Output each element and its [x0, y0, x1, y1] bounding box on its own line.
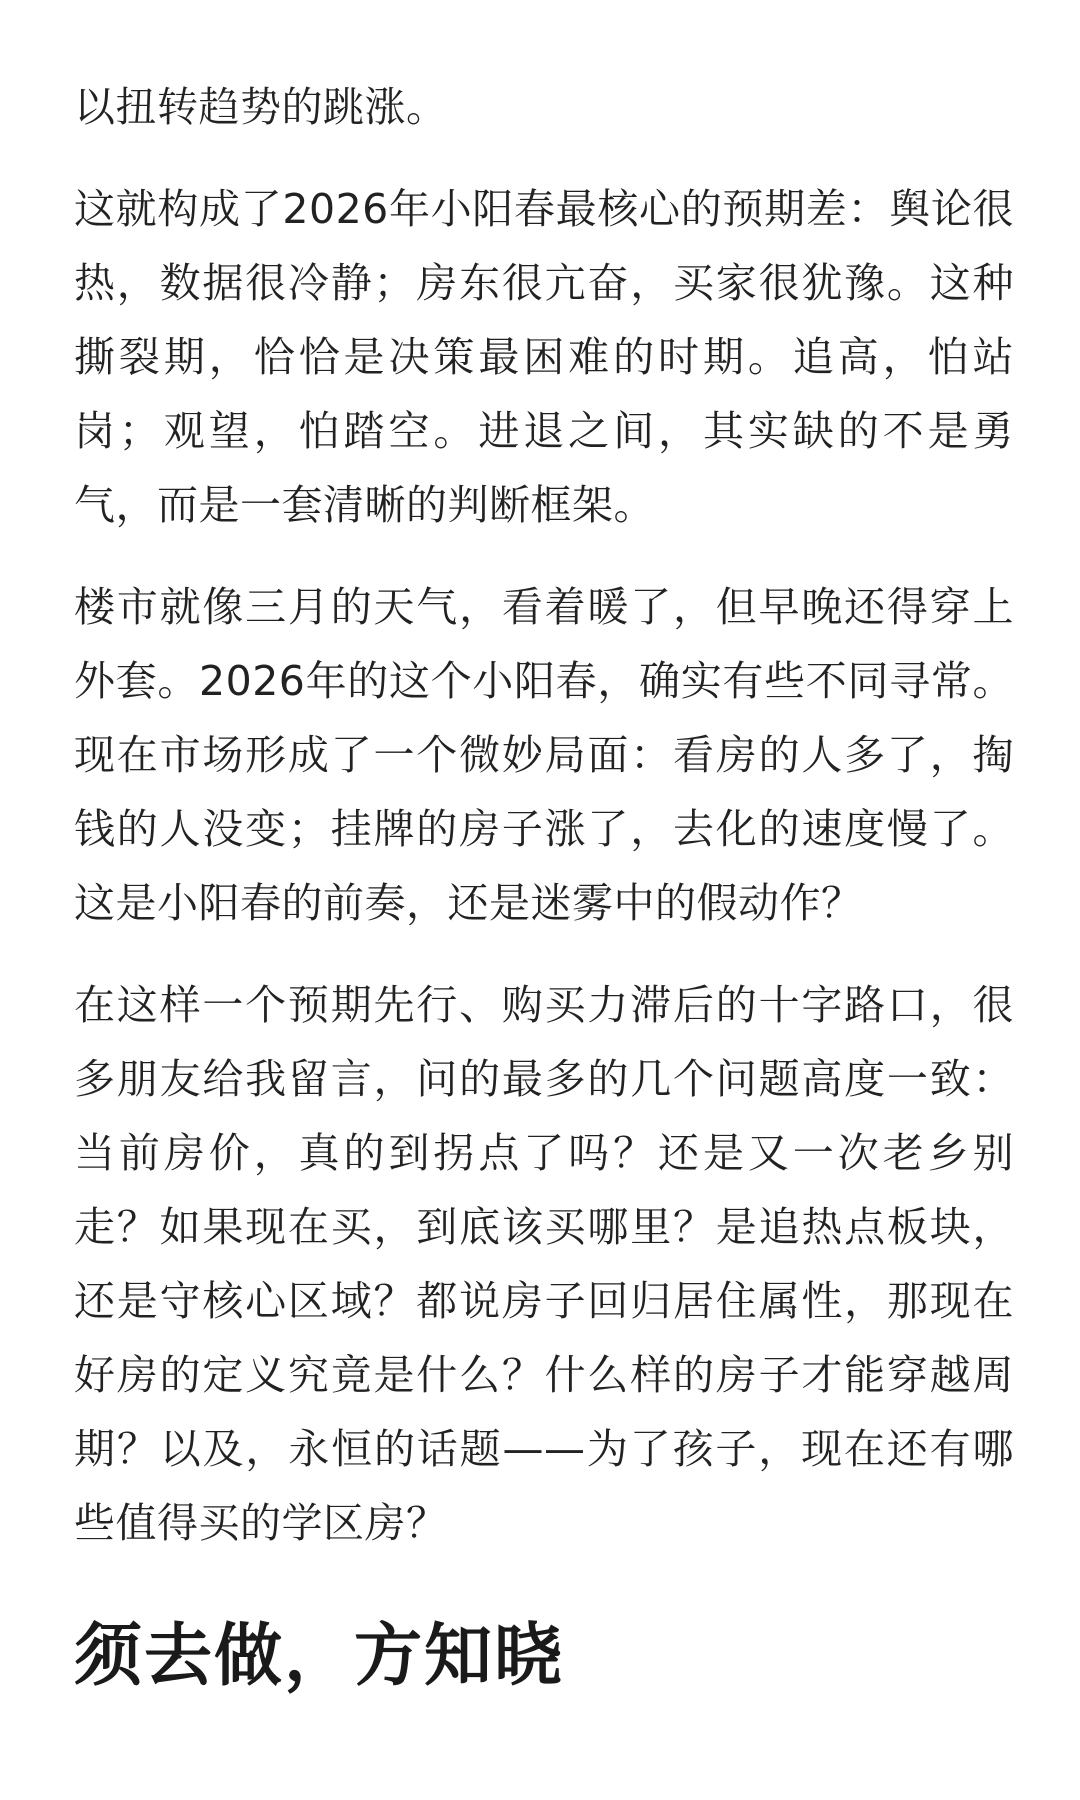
paragraph-1: 以扭转趋势的跳涨。 — [74, 83, 448, 131]
paragraph-2: 这就构成了2026年小阳春最核心的预期差：舆论很热，数据很冷静；房东很亢奋，买家很犹豫。这种撕裂期，恰恰是决策最困难的时期。追高，怕站岗；观望，怕踏空。进退之间，其实缺的不是勇气，而是一套清晰的判断框架。 — [74, 185, 1014, 529]
article-body — [74, 70, 1014, 1702]
section-heading: 须去做，方知晓 — [74, 1617, 565, 1696]
paragraph-3: 楼市就像三月的天气，看着暖了，但早晚还得穿上外套。2026年的这个小阳春，确实有些不同寻常。现在市场形成了一个微妙局面：看房的人多了，掏钱的人没变；挂牌的房子涨了，去化的速度慢了。这是小阳春的前奏，还是迷雾中的假动作？ — [74, 583, 1014, 927]
paragraph-4: 在这样一个预期先行、购买力滞后的十字路口，很多朋友给我留言，问的最多的几个问题高度一致：当前房价，真的到拐点了吗？还是又一次老乡别走？如果现在买，到底该买哪里？是追热点板块，还是守核心区域？都说房子回归居住属性，那现在好房的定义究竟是什么？什么样的房子才能穿越周期？以及，永恒的话题——为了孩子，现在还有哪些值得买的学区房？ — [74, 981, 1014, 1547]
